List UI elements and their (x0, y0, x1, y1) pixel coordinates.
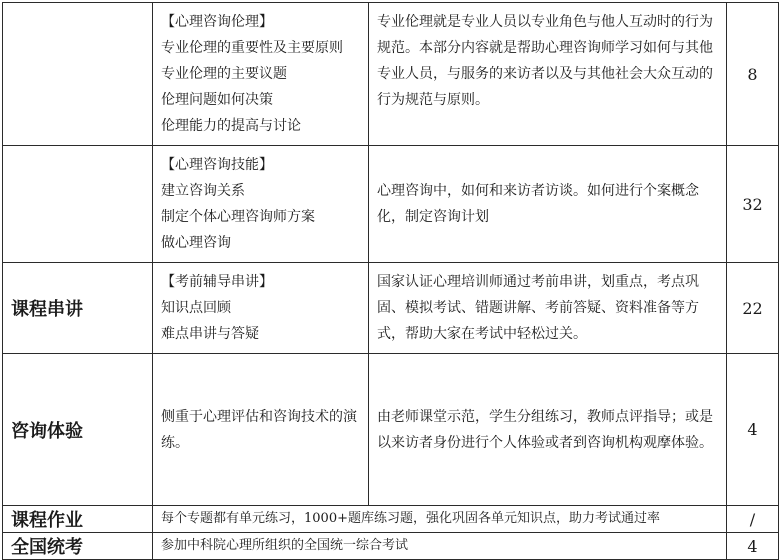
module-topic: 侧重于心理评估和咨询技术的演练。 (161, 408, 357, 451)
module-cell (153, 146, 369, 263)
table-row (3, 146, 779, 263)
hours-cell: / (727, 506, 779, 533)
hours-cell: 32 (727, 146, 779, 263)
category-cell: 课程作业 (3, 506, 153, 533)
description-cell: 由老师课堂示范，学生分组练习，教师点评指导；或是以来访者身份进行个人体验或者到咨询机构观摩体验。 (369, 354, 727, 506)
hours-cell: 8 (727, 3, 779, 146)
table-row (3, 263, 779, 354)
table-row (3, 3, 779, 146)
description-cell: 参加中科院心理所组织的全国统一综合考试 (153, 533, 727, 560)
category-cell: 咨询体验 (3, 354, 153, 506)
module-topic: 知识点回顾 (161, 300, 231, 316)
hours-cell: 4 (727, 354, 779, 506)
module-topic: 专业伦理的主要议题 (161, 66, 287, 82)
description-cell: 每个专题都有单元练习，1000+题库练习题，强化巩固各单元知识点，助力考试通过率 (153, 506, 727, 533)
module-topic: 难点串讲与答疑 (161, 326, 259, 342)
description-cell: 心理咨询中，如何和来访者访谈。如何进行个案概念化，制定咨询计划 (369, 146, 727, 263)
module-topic: 制定个体心理咨询师方案 (161, 209, 315, 225)
module-title: 【考前辅导串讲】 (161, 274, 273, 290)
category-cell: 课程串讲 (3, 263, 153, 354)
module-topic: 伦理问题如何决策 (161, 92, 273, 108)
module-cell (153, 3, 369, 146)
hours-cell: 22 (727, 263, 779, 354)
table-row (3, 506, 779, 533)
module-title: 【心理咨询伦理】 (161, 14, 273, 30)
module-topic: 伦理能力的提高与讨论 (161, 118, 301, 134)
description-cell: 专业伦理就是专业人员以专业角色与他人互动时的行为规范。本部分内容就是帮助心理咨询师学习如何与其他专业人员，与服务的来访者以及与其他社会大众互动的行为规范与原则。 (369, 3, 727, 146)
category-cell: 全国统考 (3, 533, 153, 560)
table-row (3, 354, 779, 506)
category-cell (3, 146, 153, 263)
module-title: 【心理咨询技能】 (161, 157, 273, 173)
curriculum-table (2, 2, 779, 560)
hours-cell: 4 (727, 533, 779, 560)
module-topic: 建立咨询关系 (161, 183, 245, 199)
module-topic: 做心理咨询 (161, 235, 231, 251)
module-cell (153, 354, 369, 506)
category-cell (3, 3, 153, 146)
module-cell (153, 263, 369, 354)
module-topic: 专业伦理的重要性及主要原则 (161, 40, 343, 56)
description-cell: 国家认证心理培训师通过考前串讲，划重点，考点巩固、模拟考试、错题讲解、考前答疑、资料准备等方式，帮助大家在考试中轻松过关。 (369, 263, 727, 354)
table-row (3, 533, 779, 560)
